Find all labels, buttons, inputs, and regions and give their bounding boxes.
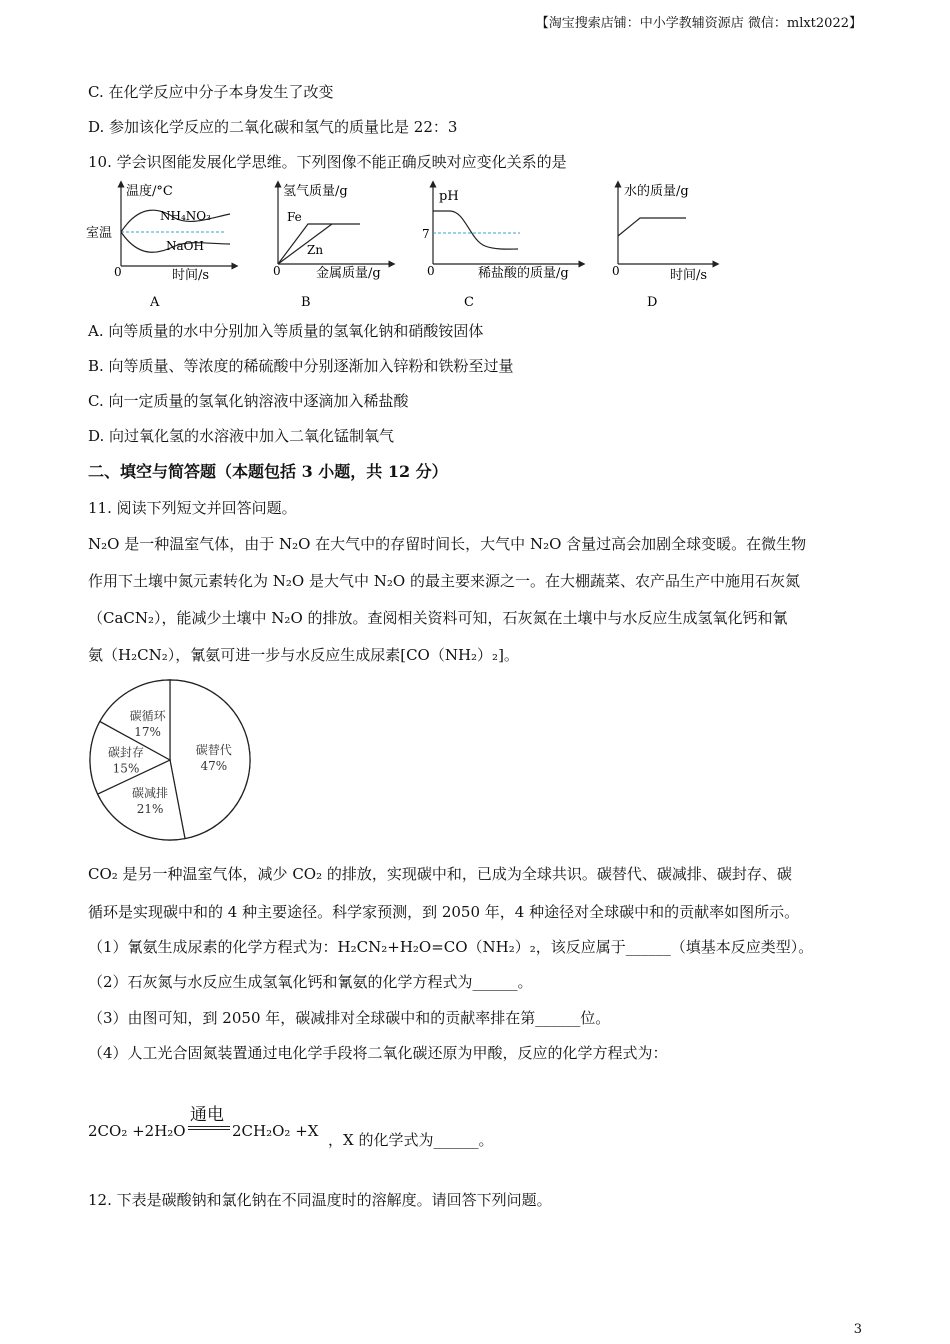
graph-d-origin: 0	[612, 264, 620, 278]
passage-2-line-1: CO₂ 是另一种温室气体，减少 CO₂ 的排放，实现碳中和，已成为全球共识。碳替代、碳减排、碳封存、碳	[88, 865, 792, 883]
pie-label-3: 碳循环	[129, 709, 166, 724]
equation-left: 2CO₂ +2H₂O	[88, 1122, 186, 1140]
equation	[88, 1100, 588, 1150]
pie-percent-3: 17%	[134, 725, 161, 740]
passage-1-line-1: N₂O 是一种温室气体，由于 N₂O 在大气中的存留时间长，大气中 N₂O 含量过高会加剧全球变暖。在微生物	[88, 535, 807, 553]
graph-c-xlabel: 稀盐酸的质量/g	[478, 266, 569, 281]
graph-b-series-1: Fe	[287, 210, 302, 224]
q10-graphs	[80, 178, 740, 318]
page-header: 【淘宝搜索店铺：中小学教辅资源店 微信：mlxt2022】	[535, 16, 862, 31]
graph-d	[612, 183, 716, 310]
pie-percent-0: 47%	[200, 758, 228, 773]
equation-double-line	[188, 1126, 230, 1130]
graph-d-ylabel: 水的质量/g	[624, 184, 689, 199]
graph-a-origin: 0	[114, 265, 122, 279]
sub-question-1: （1）氰氨生成尿素的化学方程式为：H₂CN₂+H₂O=CO（NH₂）₂，该反应属于______（填基本反应类型）。	[88, 938, 814, 956]
q10-option-c: C. 向一定质量的氢氧化钠溶液中逐滴加入稀盐酸	[88, 392, 409, 410]
passage-2-line-2: 循环是实现碳中和的 4 种主要途径。科学家预测，到 2050 年，4 种途径对全球碳中和的贡献率如图所示。	[88, 903, 800, 921]
passage-1-line-2: 作用下土壤中氮元素转化为 N₂O 是大气中 N₂O 的最主要来源之一。在大棚蔬菜、农产品生产中施用石灰氮	[88, 572, 800, 590]
equation-right: 2CH₂O₂ +X	[232, 1122, 319, 1140]
graph-a-room-label: 室温	[86, 226, 113, 241]
q10-stem: 10. 学会识图能发展化学思维。下列图像不能正确反映对应变化关系的是	[88, 153, 567, 171]
graph-d-caption: D	[647, 295, 658, 310]
graph-d-xlabel: 时间/s	[670, 268, 708, 283]
q12-stem: 12. 下表是碳酸钠和氯化钠在不同温度时的溶解度。请回答下列问题。	[88, 1191, 552, 1209]
equation-condition: 通电	[190, 1105, 224, 1125]
q10-option-d: D. 向过氧化氢的水溶液中加入二氧化锰制氧气	[88, 427, 395, 445]
graph-b-series-2: Zn	[307, 243, 324, 257]
equation-tail: ，X 的化学式为______。	[328, 1131, 494, 1149]
pie-label-0: 碳替代	[195, 742, 232, 757]
q11-stem: 11. 阅读下列短文并回答问题。	[88, 499, 297, 517]
passage-1-line-4: 氨（H₂CN₂），氰氨可进一步与水反应生成尿素[CO（NH₂）₂]。	[88, 646, 519, 664]
graph-c	[422, 184, 582, 310]
graph-a	[86, 183, 235, 310]
passage-1-line-3: （CaCN₂），能减少土壤中 N₂O 的排放。查阅相关资料可知，石灰氮在土壤中与水反应生成氢氧化钙和氰	[88, 609, 788, 627]
page-number: 3	[853, 1322, 862, 1337]
pie-percent-1: 21%	[136, 802, 164, 817]
graph-c-ylabel: pH	[439, 189, 459, 204]
pie-percent-2: 15%	[112, 761, 140, 776]
q10-option-b: B. 向等质量、等浓度的稀硫酸中分别逐渐加入锌粉和铁粉至过量	[88, 357, 514, 375]
section-2-title: 二、填空与简答题（本题包括 3 小题，共 12 分）	[88, 462, 448, 481]
graph-c-tick-7: 7	[422, 227, 430, 241]
pie-label-1: 碳减排	[132, 786, 169, 801]
graph-b-caption: B	[301, 295, 311, 310]
graph-c-caption: C	[464, 295, 474, 310]
sub-question-3: （3）由图可知，到 2050 年，碳减排对全球碳中和的贡献率排在第______位。	[88, 1009, 611, 1027]
sub-question-4: （4）人工光合固氮装置通过电化学手段将二氧化碳还原为甲酸，反应的化学方程式为：	[88, 1044, 668, 1062]
graph-c-origin: 0	[427, 264, 435, 278]
graph-b-origin: 0	[273, 264, 281, 278]
q9-option-c: C. 在化学反应中分子本身发生了改变	[88, 83, 334, 101]
graph-a-caption: A	[150, 295, 160, 310]
q10-option-a: A. 向等质量的水中分别加入等质量的氢氧化钠和硝酸铵固体	[88, 322, 484, 340]
graph-a-ylabel: 温度/°C	[126, 184, 173, 199]
sub-question-2: （2）石灰氮与水反应生成氢氧化钙和氰氨的化学方程式为______。	[88, 973, 533, 991]
pie-chart	[85, 675, 255, 845]
pie-label-2: 碳封存	[108, 745, 145, 760]
graph-b-ylabel: 氢气质量/g	[283, 184, 348, 199]
q9-option-d: D. 参加该化学反应的二氧化碳和氢气的质量比是 22：3	[88, 118, 458, 136]
graph-a-xlabel: 时间/s	[172, 268, 210, 283]
graph-b	[273, 184, 392, 310]
graph-a-series-2: NaOH	[166, 239, 204, 253]
graph-b-xlabel: 金属质量/g	[316, 266, 381, 281]
graph-a-series-1: NH₄NO₃	[160, 209, 211, 223]
